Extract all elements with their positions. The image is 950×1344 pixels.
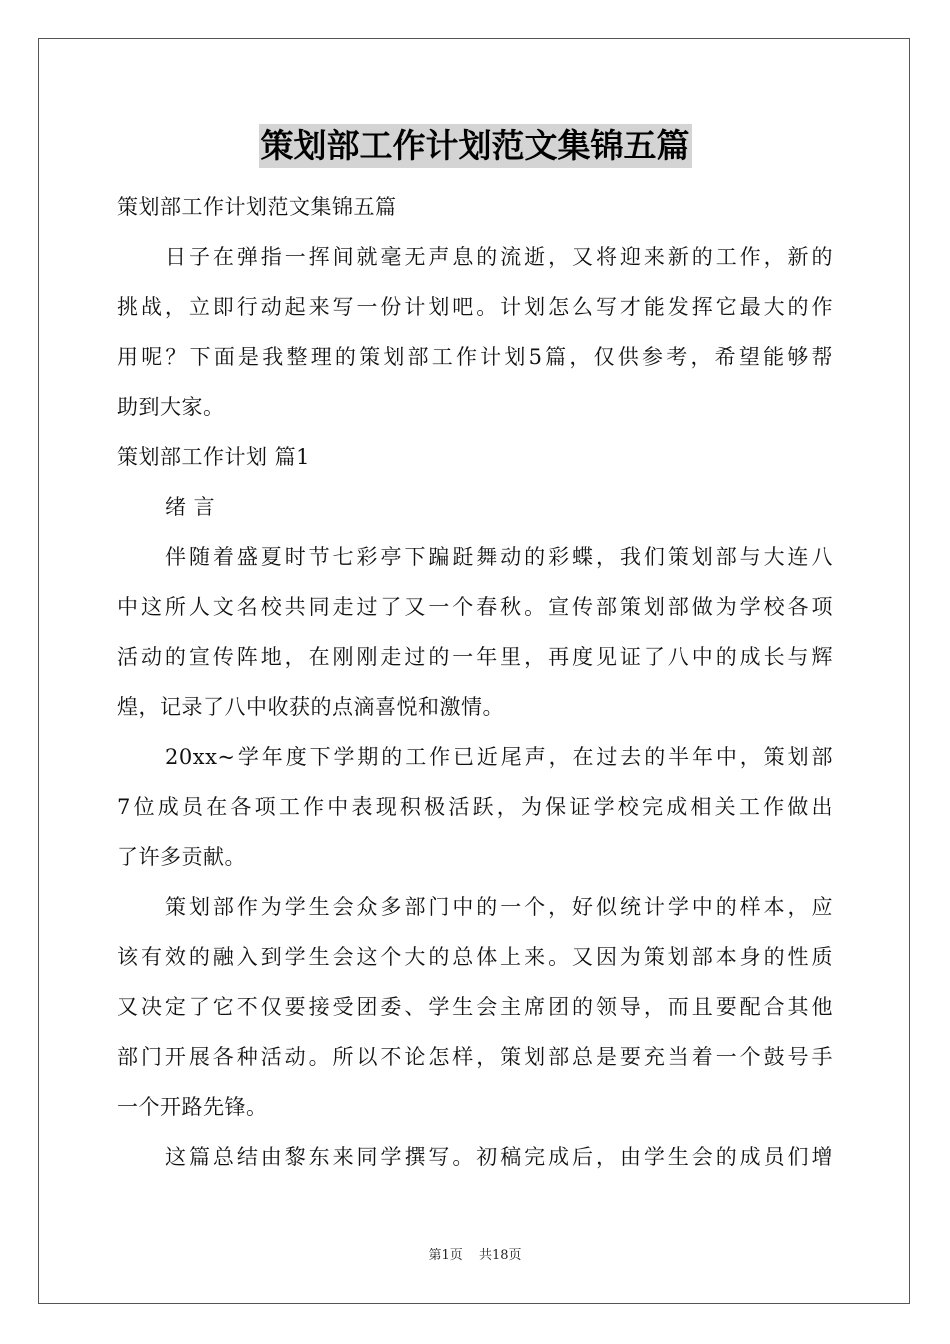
text-line: 部门开展各种活动。所以不论怎样，策划部总是要充当着一个鼓号手 <box>117 1045 833 1069</box>
text-line: 策划部工作计划范文集锦五篇 <box>117 195 397 219</box>
page-footer <box>0 1247 950 1265</box>
text-line: 20xx~学年度下学期的工作已近尾声，在过去的半年中，策划部 <box>165 745 833 769</box>
text-line: 策划部作为学生会众多部门中的一个，好似统计学中的样本，应 <box>165 895 833 919</box>
text-line: 又决定了它不仅要接受团委、学生会主席团的领导，而且要配合其他 <box>117 995 833 1019</box>
text-line: 助到大家。 <box>117 395 225 419</box>
document-title: 策划部工作计划范文集锦五篇 <box>259 124 692 168</box>
text-line: 一个开路先锋。 <box>117 1095 268 1119</box>
text-line: 日子在弹指一挥间就毫无声息的流逝，又将迎来新的工作，新的 <box>165 245 833 269</box>
text-line: 伴随着盛夏时节七彩亭下蹁跹舞动的彩蝶，我们策划部与大连八 <box>165 545 833 569</box>
text-line: 煌，记录了八中收获的点滴喜悦和激情。 <box>117 695 504 719</box>
page-total: 共18页 <box>478 1248 522 1263</box>
document-body <box>117 182 833 1182</box>
text-line: 绪 言 <box>165 495 216 519</box>
text-line: 7位成员在各项工作中表现积极活跃，为保证学校完成相关工作做出 <box>117 795 833 819</box>
text-line: 策划部工作计划 篇1 <box>117 445 311 469</box>
text-line: 了许多贡献。 <box>117 845 246 869</box>
text-line: 该有效的融入到学生会这个大的总体上来。又因为策划部本身的性质 <box>117 945 833 969</box>
text-line: 中这所人文名校共同走过了又一个春秋。宣传部策划部做为学校各项 <box>117 595 833 619</box>
text-line: 这篇总结由黎东来同学撰写。初稿完成后，由学生会的成员们增 <box>165 1145 833 1169</box>
text-line: 用呢？下面是我整理的策划部工作计划5篇，仅供参考，希望能够帮 <box>117 345 833 369</box>
page-number: 第1页 <box>428 1248 463 1263</box>
text-line: 挑战，立即行动起来写一份计划吧。计划怎么写才能发挥它最大的作 <box>117 295 833 319</box>
title-wrap <box>0 124 950 168</box>
text-line: 活动的宣传阵地，在刚刚走过的一年里，再度见证了八中的成长与辉 <box>117 645 833 669</box>
